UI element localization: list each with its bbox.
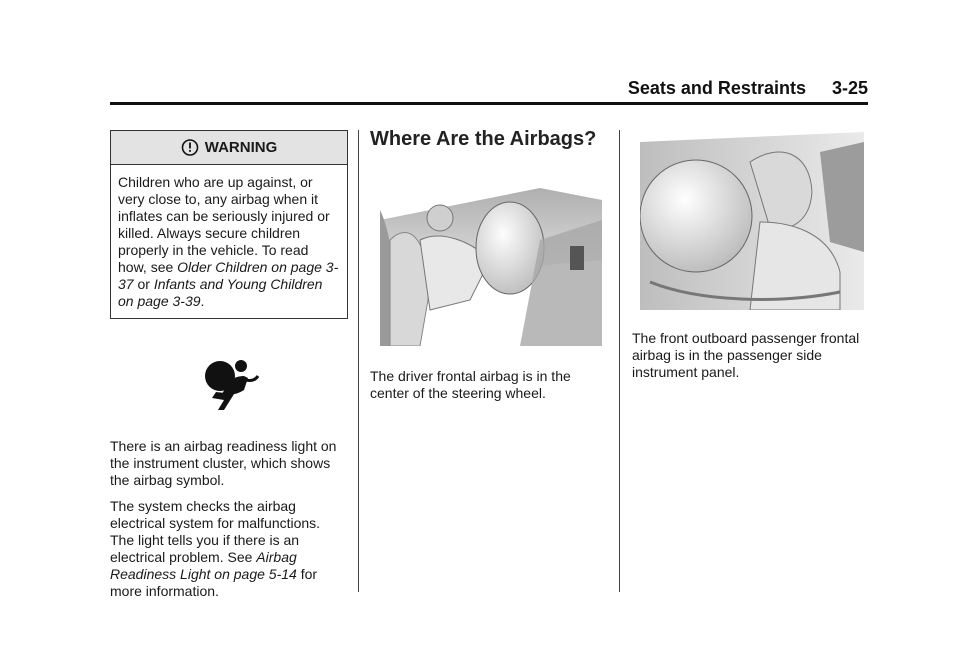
airbag-readiness-symbol-icon: [200, 358, 262, 414]
warning-triangle-icon: [181, 139, 199, 156]
passenger-airbag-caption: The front outboard passenger frontal airbag is in the passenger side instrument panel.: [632, 330, 860, 380]
column-2-text: [370, 368, 610, 411]
section-heading: Where Are the Airbags?: [370, 128, 597, 150]
warning-header: [111, 131, 347, 165]
warning-title: WARNING: [204, 139, 278, 156]
header-rule: [110, 102, 868, 105]
warning-box: [110, 130, 348, 319]
column-divider-1: [358, 130, 359, 592]
paragraph-system-check: The system checks the airbag electrical system for malfunctions. The light tells you if there is an electrical problem. See Airbag Readiness Light on page 5-14 for more information.: [110, 498, 321, 599]
paragraph-readiness-light: There is an airbag readiness light on the instrument cluster, which shows the airbag symbol.: [110, 438, 337, 488]
link-infants-young-children[interactable]: Infants and Young Children on page 3-39: [118, 276, 323, 309]
column-1-text: [110, 438, 346, 609]
driver-airbag-caption: The driver frontal airbag is in the center of the steering wheel.: [370, 368, 571, 401]
link-airbag-readiness-light[interactable]: Airbag Readiness Light on page 5-14: [110, 549, 297, 582]
column-3-text: [632, 330, 868, 390]
driver-airbag-illustration: [380, 180, 602, 346]
column-divider-2: [619, 130, 620, 592]
warning-text: Children who are up against, or very close to, any airbag when it inflates can be seriously injured or killed. Always secure children properly in the vehicle. To read how, see Older Children on page 3-37 or Infants and Young Children on page 3-39.: [118, 174, 339, 309]
page-number: 3-25: [831, 78, 868, 98]
link-older-children[interactable]: Older Children on page 3-37: [118, 259, 339, 292]
passenger-airbag-illustration: [640, 132, 864, 310]
section-title: Seats and Restraints: [627, 78, 806, 98]
page-header: [110, 78, 868, 102]
